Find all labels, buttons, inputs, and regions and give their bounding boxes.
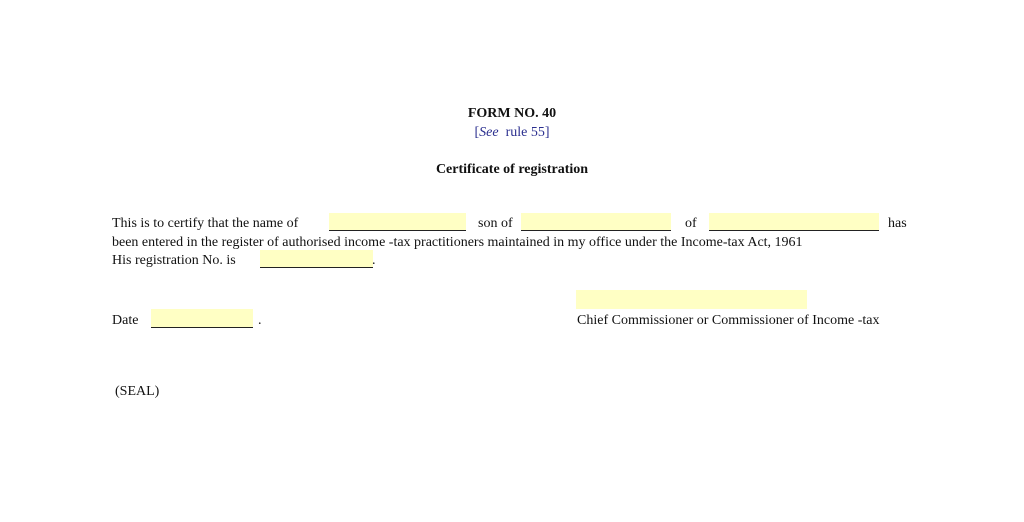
father-name-field[interactable] — [521, 213, 671, 231]
rule-bracket: [ — [474, 125, 480, 140]
of-text: of — [685, 216, 697, 231]
form-number-title: FORM NO. 40 — [467, 106, 557, 121]
signatory-title: Chief Commissioner or Commissioner of Income -tax — [577, 313, 880, 328]
date-field[interactable] — [151, 309, 253, 328]
register-statement: been entered in the register of authorised income -tax practitioners maintained in my office under the Income-tax Act, 1961 — [112, 235, 803, 250]
has-text: has — [888, 216, 907, 231]
registration-period: . — [372, 253, 376, 268]
certificate-heading: Certificate of registration — [435, 162, 589, 177]
son-of-text: son of — [478, 216, 513, 231]
registration-number-field[interactable] — [260, 250, 373, 268]
rule-see: See — [479, 125, 499, 140]
rule-number: rule 55] — [498, 125, 550, 140]
rule-reference — [0, 124, 1024, 142]
date-label: Date — [112, 313, 139, 328]
certify-text: This is to certify that the name of — [112, 216, 299, 231]
signature-field[interactable] — [576, 290, 807, 309]
name-field[interactable] — [329, 213, 466, 231]
address-field[interactable] — [709, 213, 879, 231]
date-period: . — [258, 313, 262, 328]
seal-label: (SEAL) — [115, 384, 160, 399]
registration-label: His registration No. is — [112, 253, 236, 268]
